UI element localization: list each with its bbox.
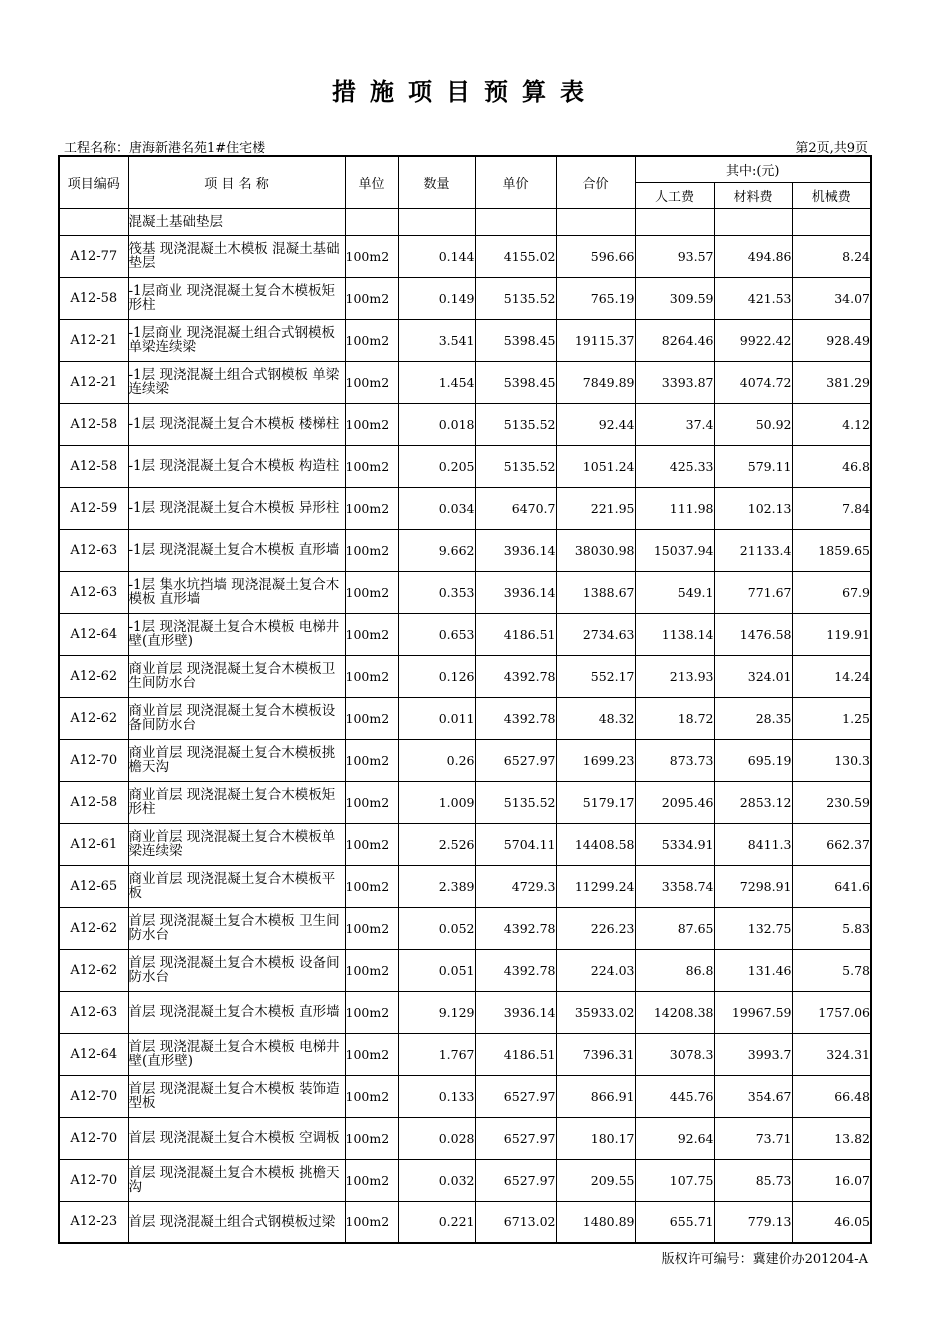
- cell-material: 102.13: [714, 487, 792, 529]
- cell-labor: 3358.74: [635, 865, 714, 907]
- cell-price: 5135.52: [475, 781, 556, 823]
- cell-price: 4155.02: [475, 235, 556, 277]
- table-row: [59, 655, 871, 697]
- page-number: 第2页,共9页: [795, 141, 868, 156]
- cell-name: 商业首层 现浇混凝土复合木模板单梁连续梁: [128, 823, 345, 865]
- cell-labor: 93.57: [635, 235, 714, 277]
- cell-labor: 107.75: [635, 1159, 714, 1201]
- table-row: [59, 739, 871, 781]
- cell-price: 3936.14: [475, 529, 556, 571]
- cell-unit: 100m2: [345, 613, 398, 655]
- cell-labor: 873.73: [635, 739, 714, 781]
- cell-machine: 130.3: [792, 739, 871, 781]
- cell-unit: 100m2: [345, 487, 398, 529]
- cell-price: 6527.97: [475, 1075, 556, 1117]
- cell-qty: 0.018: [398, 403, 475, 445]
- cell-machine: 46.8: [792, 445, 871, 487]
- cell-unit: 100m2: [345, 529, 398, 571]
- cell-name: 首层 现浇混凝土复合木模板 挑檐天沟: [128, 1159, 345, 1201]
- cell-price: 5398.45: [475, 319, 556, 361]
- cell-code: A12-21: [59, 319, 128, 361]
- cell-qty: 0.034: [398, 487, 475, 529]
- table-row: [59, 529, 871, 571]
- cell-price: 6527.97: [475, 1159, 556, 1201]
- section-row: [59, 208, 871, 235]
- cell-name: 首层 现浇混凝土复合木模板 卫生间防水台: [128, 907, 345, 949]
- cell-unit: 100m2: [345, 739, 398, 781]
- table-row: [59, 949, 871, 991]
- cell-price: 4392.78: [475, 949, 556, 991]
- cell-machine: 7.84: [792, 487, 871, 529]
- cell-qty: 2.526: [398, 823, 475, 865]
- table-row: [59, 361, 871, 403]
- cell-unit: 100m2: [345, 907, 398, 949]
- cell-unit: 100m2: [345, 865, 398, 907]
- table-row: [59, 319, 871, 361]
- cell-code: A12-64: [59, 1033, 128, 1075]
- cell-total: 224.03: [556, 949, 635, 991]
- cell-unit: 100m2: [345, 991, 398, 1033]
- table-row: [59, 991, 871, 1033]
- cell-material: 3993.7: [714, 1033, 792, 1075]
- table-row: [59, 445, 871, 487]
- cell-labor: 445.76: [635, 1075, 714, 1117]
- cell-price: 3936.14: [475, 991, 556, 1033]
- cell-total: 2734.63: [556, 613, 635, 655]
- header-material: 材料费: [714, 182, 792, 208]
- cell-material: 9922.42: [714, 319, 792, 361]
- cell-code: A12-61: [59, 823, 128, 865]
- table-row: [59, 1033, 871, 1075]
- header-labor: 人工费: [635, 182, 714, 208]
- cell-material: 50.92: [714, 403, 792, 445]
- cell-unit: 100m2: [345, 1117, 398, 1159]
- cell-price: 4392.78: [475, 697, 556, 739]
- header-name: 项 目 名 称: [128, 156, 345, 208]
- cell-unit: 100m2: [345, 1201, 398, 1243]
- cell-total: 5179.17: [556, 781, 635, 823]
- cell-price: 5135.52: [475, 277, 556, 319]
- cell-price: 5398.45: [475, 361, 556, 403]
- table-row: [59, 235, 871, 277]
- cell-machine: 14.24: [792, 655, 871, 697]
- table-row: [59, 1159, 871, 1201]
- cell-qty: 9.129: [398, 991, 475, 1033]
- cell-price: 4186.51: [475, 1033, 556, 1075]
- table-row: [59, 823, 871, 865]
- cell-total: 209.55: [556, 1159, 635, 1201]
- cell-code: A12-58: [59, 781, 128, 823]
- cell-material: 132.75: [714, 907, 792, 949]
- cell-machine: 66.48: [792, 1075, 871, 1117]
- cell-code: A12-63: [59, 529, 128, 571]
- cell-qty: 0.133: [398, 1075, 475, 1117]
- cell-unit: 100m2: [345, 655, 398, 697]
- cell-qty: 0.032: [398, 1159, 475, 1201]
- cell-material: 28.35: [714, 697, 792, 739]
- cell-material: 85.73: [714, 1159, 792, 1201]
- cell-code: A12-64: [59, 613, 128, 655]
- cell-machine: 1.25: [792, 697, 871, 739]
- cell-qty: 1.767: [398, 1033, 475, 1075]
- cell-code: A12-70: [59, 1075, 128, 1117]
- cell-name: 首层 现浇混凝土复合木模板 设备间防水台: [128, 949, 345, 991]
- cell-material: 1476.58: [714, 613, 792, 655]
- budget-table: [58, 155, 872, 1244]
- cell-labor: 1138.14: [635, 613, 714, 655]
- cell-qty: 0.26: [398, 739, 475, 781]
- cell-material: 8411.3: [714, 823, 792, 865]
- table-row: [59, 487, 871, 529]
- cell-machine: 16.07: [792, 1159, 871, 1201]
- cell-material: 421.53: [714, 277, 792, 319]
- cell-labor: 111.98: [635, 487, 714, 529]
- cell-labor: 86.8: [635, 949, 714, 991]
- cell-qty: 1.009: [398, 781, 475, 823]
- cell-code: A12-21: [59, 361, 128, 403]
- cell-qty: 0.028: [398, 1117, 475, 1159]
- cell-labor: 8264.46: [635, 319, 714, 361]
- cell-price: 4729.3: [475, 865, 556, 907]
- cell-price: 6527.97: [475, 1117, 556, 1159]
- cell-qty: 0.149: [398, 277, 475, 319]
- cell-labor: 425.33: [635, 445, 714, 487]
- cell-name: -1层 现浇混凝土复合木模板 构造柱: [128, 445, 345, 487]
- table-row: [59, 571, 871, 613]
- cell-machine: 5.83: [792, 907, 871, 949]
- cell-name: -1层 现浇混凝土复合木模板 电梯井壁(直形壁): [128, 613, 345, 655]
- cell-labor: 3078.3: [635, 1033, 714, 1075]
- cell-code: A12-62: [59, 907, 128, 949]
- cell-total: 7849.89: [556, 361, 635, 403]
- cell-unit: 100m2: [345, 319, 398, 361]
- table-row: [59, 697, 871, 739]
- cell-total: 11299.24: [556, 865, 635, 907]
- cell-material: 21133.4: [714, 529, 792, 571]
- cell-total: 180.17: [556, 1117, 635, 1159]
- cell-machine: 1757.06: [792, 991, 871, 1033]
- cell-name: -1层 集水坑挡墙 现浇混凝土复合木模板 直形墙: [128, 571, 345, 613]
- cell-code: A12-63: [59, 571, 128, 613]
- cell-total: 1699.23: [556, 739, 635, 781]
- cell-name: 商业首层 现浇混凝土复合木模板平板: [128, 865, 345, 907]
- cell-total: 14408.58: [556, 823, 635, 865]
- header-breakdown: 其中:(元): [635, 156, 871, 182]
- cell-machine: 381.29: [792, 361, 871, 403]
- cell-machine: 5.78: [792, 949, 871, 991]
- cell-labor: 5334.91: [635, 823, 714, 865]
- cell-code: A12-65: [59, 865, 128, 907]
- cell-code: A12-62: [59, 949, 128, 991]
- cell-labor: 15037.94: [635, 529, 714, 571]
- cell-qty: 3.541: [398, 319, 475, 361]
- cell-labor: 37.4: [635, 403, 714, 445]
- cell-machine: 67.9: [792, 571, 871, 613]
- cell-qty: 2.389: [398, 865, 475, 907]
- project-name: 工程名称：唐海新港名苑1#住宅楼: [64, 141, 266, 156]
- cell-code: A12-59: [59, 487, 128, 529]
- cell-code: A12-63: [59, 991, 128, 1033]
- table-row: [59, 907, 871, 949]
- cell-labor: 14208.38: [635, 991, 714, 1033]
- page-title: 措施项目预算表: [332, 77, 598, 106]
- cell-material: 779.13: [714, 1201, 792, 1243]
- cell-total: 1480.89: [556, 1201, 635, 1243]
- cell-code: A12-23: [59, 1201, 128, 1243]
- cell-labor: 87.65: [635, 907, 714, 949]
- cell-price: 6470.7: [475, 487, 556, 529]
- cell-unit: 100m2: [345, 949, 398, 991]
- cell-material: 771.67: [714, 571, 792, 613]
- cell-unit: 100m2: [345, 823, 398, 865]
- cell-name: 商业首层 现浇混凝土复合木模板矩形柱: [128, 781, 345, 823]
- cell-code: A12-62: [59, 697, 128, 739]
- table-row: [59, 403, 871, 445]
- table-row: [59, 781, 871, 823]
- cell-price: 4392.78: [475, 655, 556, 697]
- cell-name: 首层 现浇混凝土复合木模板 装饰造型板: [128, 1075, 345, 1117]
- cell-price: 5704.11: [475, 823, 556, 865]
- cell-material: 73.71: [714, 1117, 792, 1159]
- cell-total: 765.19: [556, 277, 635, 319]
- cell-name: -1层 现浇混凝土组合式钢模板 单梁连续梁: [128, 361, 345, 403]
- cell-total: 7396.31: [556, 1033, 635, 1075]
- cell-total: 19115.37: [556, 319, 635, 361]
- cell-unit: 100m2: [345, 277, 398, 319]
- cell-total: 596.66: [556, 235, 635, 277]
- cell-total: 35933.02: [556, 991, 635, 1033]
- cell-total: 866.91: [556, 1075, 635, 1117]
- cell-unit: 100m2: [345, 1033, 398, 1075]
- cell-material: 579.11: [714, 445, 792, 487]
- cell-price: 3936.14: [475, 571, 556, 613]
- table-row: [59, 1117, 871, 1159]
- cell-labor: 309.59: [635, 277, 714, 319]
- cell-machine: 13.82: [792, 1117, 871, 1159]
- cell-unit: 100m2: [345, 235, 398, 277]
- cell-qty: 1.454: [398, 361, 475, 403]
- cell-total: 1051.24: [556, 445, 635, 487]
- table-row: [59, 277, 871, 319]
- header-unit-price: 单价: [475, 156, 556, 208]
- section-title: 混凝土基础垫层: [128, 208, 345, 235]
- cell-machine: 1859.65: [792, 529, 871, 571]
- cell-total: 1388.67: [556, 571, 635, 613]
- cell-price: 6713.02: [475, 1201, 556, 1243]
- cell-name: 首层 现浇混凝土复合木模板 空调板: [128, 1117, 345, 1159]
- table-row: [59, 1201, 871, 1243]
- cell-labor: 18.72: [635, 697, 714, 739]
- cell-name: -1层 现浇混凝土复合木模板 直形墙: [128, 529, 345, 571]
- header-code: 项目编码: [59, 156, 128, 208]
- cell-code: A12-58: [59, 403, 128, 445]
- header-quantity: 数量: [398, 156, 475, 208]
- cell-price: 4392.78: [475, 907, 556, 949]
- cell-qty: 0.011: [398, 697, 475, 739]
- cell-machine: 46.05: [792, 1201, 871, 1243]
- cell-material: 19967.59: [714, 991, 792, 1033]
- cell-total: 48.32: [556, 697, 635, 739]
- cell-price: 5135.52: [475, 403, 556, 445]
- table-row: [59, 1075, 871, 1117]
- cell-code: A12-70: [59, 739, 128, 781]
- cell-qty: 0.126: [398, 655, 475, 697]
- cell-labor: 549.1: [635, 571, 714, 613]
- cell-name: 筏基 现浇混凝土木模板 混凝土基础垫层: [128, 235, 345, 277]
- table-row: [59, 613, 871, 655]
- cell-qty: 0.051: [398, 949, 475, 991]
- cell-unit: 100m2: [345, 361, 398, 403]
- cell-total: 552.17: [556, 655, 635, 697]
- cell-labor: 655.71: [635, 1201, 714, 1243]
- cell-qty: 9.662: [398, 529, 475, 571]
- license-number: 版权许可编号：冀建价办201204-A: [661, 1252, 868, 1267]
- cell-name: 首层 现浇混凝土组合式钢模板过梁: [128, 1201, 345, 1243]
- cell-labor: 3393.87: [635, 361, 714, 403]
- cell-name: 商业首层 现浇混凝土复合木模板卫生间防水台: [128, 655, 345, 697]
- cell-total: 92.44: [556, 403, 635, 445]
- cell-name: -1层商业 现浇混凝土复合木模板矩形柱: [128, 277, 345, 319]
- cell-material: 324.01: [714, 655, 792, 697]
- cell-machine: 641.6: [792, 865, 871, 907]
- cell-material: 4074.72: [714, 361, 792, 403]
- cell-code: A12-62: [59, 655, 128, 697]
- cell-total: 38030.98: [556, 529, 635, 571]
- cell-name: 商业首层 现浇混凝土复合木模板挑檐天沟: [128, 739, 345, 781]
- cell-code: A12-58: [59, 277, 128, 319]
- cell-code: A12-58: [59, 445, 128, 487]
- cell-code: A12-70: [59, 1159, 128, 1201]
- cell-labor: 2095.46: [635, 781, 714, 823]
- cell-unit: 100m2: [345, 697, 398, 739]
- table-row: [59, 865, 871, 907]
- cell-machine: 230.59: [792, 781, 871, 823]
- cell-machine: 324.31: [792, 1033, 871, 1075]
- cell-material: 131.46: [714, 949, 792, 991]
- cell-unit: 100m2: [345, 571, 398, 613]
- header-unit: 单位: [345, 156, 398, 208]
- cell-name: -1层 现浇混凝土复合木模板 异形柱: [128, 487, 345, 529]
- header-total: 合价: [556, 156, 635, 208]
- cell-total: 221.95: [556, 487, 635, 529]
- cell-machine: 662.37: [792, 823, 871, 865]
- cell-price: 5135.52: [475, 445, 556, 487]
- cell-unit: 100m2: [345, 445, 398, 487]
- cell-qty: 0.221: [398, 1201, 475, 1243]
- cell-unit: 100m2: [345, 781, 398, 823]
- cell-code: A12-77: [59, 235, 128, 277]
- cell-name: -1层商业 现浇混凝土组合式钢模板 单梁连续梁: [128, 319, 345, 361]
- cell-qty: 0.353: [398, 571, 475, 613]
- cell-qty: 0.205: [398, 445, 475, 487]
- cell-qty: 0.653: [398, 613, 475, 655]
- cell-price: 4186.51: [475, 613, 556, 655]
- cell-machine: 8.24: [792, 235, 871, 277]
- cell-total: 226.23: [556, 907, 635, 949]
- cell-name: -1层 现浇混凝土复合木模板 楼梯柱: [128, 403, 345, 445]
- cell-price: 6527.97: [475, 739, 556, 781]
- cell-machine: 928.49: [792, 319, 871, 361]
- cell-material: 494.86: [714, 235, 792, 277]
- cell-machine: 4.12: [792, 403, 871, 445]
- cell-name: 首层 现浇混凝土复合木模板 电梯井壁(直形壁): [128, 1033, 345, 1075]
- cell-material: 354.67: [714, 1075, 792, 1117]
- cell-material: 2853.12: [714, 781, 792, 823]
- cell-qty: 0.144: [398, 235, 475, 277]
- cell-unit: 100m2: [345, 1075, 398, 1117]
- cell-machine: 119.91: [792, 613, 871, 655]
- cell-unit: 100m2: [345, 403, 398, 445]
- cell-name: 商业首层 现浇混凝土复合木模板设备间防水台: [128, 697, 345, 739]
- cell-material: 695.19: [714, 739, 792, 781]
- cell-labor: 213.93: [635, 655, 714, 697]
- cell-name: 首层 现浇混凝土复合木模板 直形墙: [128, 991, 345, 1033]
- header-machine: 机械费: [792, 182, 871, 208]
- cell-qty: 0.052: [398, 907, 475, 949]
- cell-unit: 100m2: [345, 1159, 398, 1201]
- cell-material: 7298.91: [714, 865, 792, 907]
- cell-labor: 92.64: [635, 1117, 714, 1159]
- cell-machine: 34.07: [792, 277, 871, 319]
- cell-code: A12-70: [59, 1117, 128, 1159]
